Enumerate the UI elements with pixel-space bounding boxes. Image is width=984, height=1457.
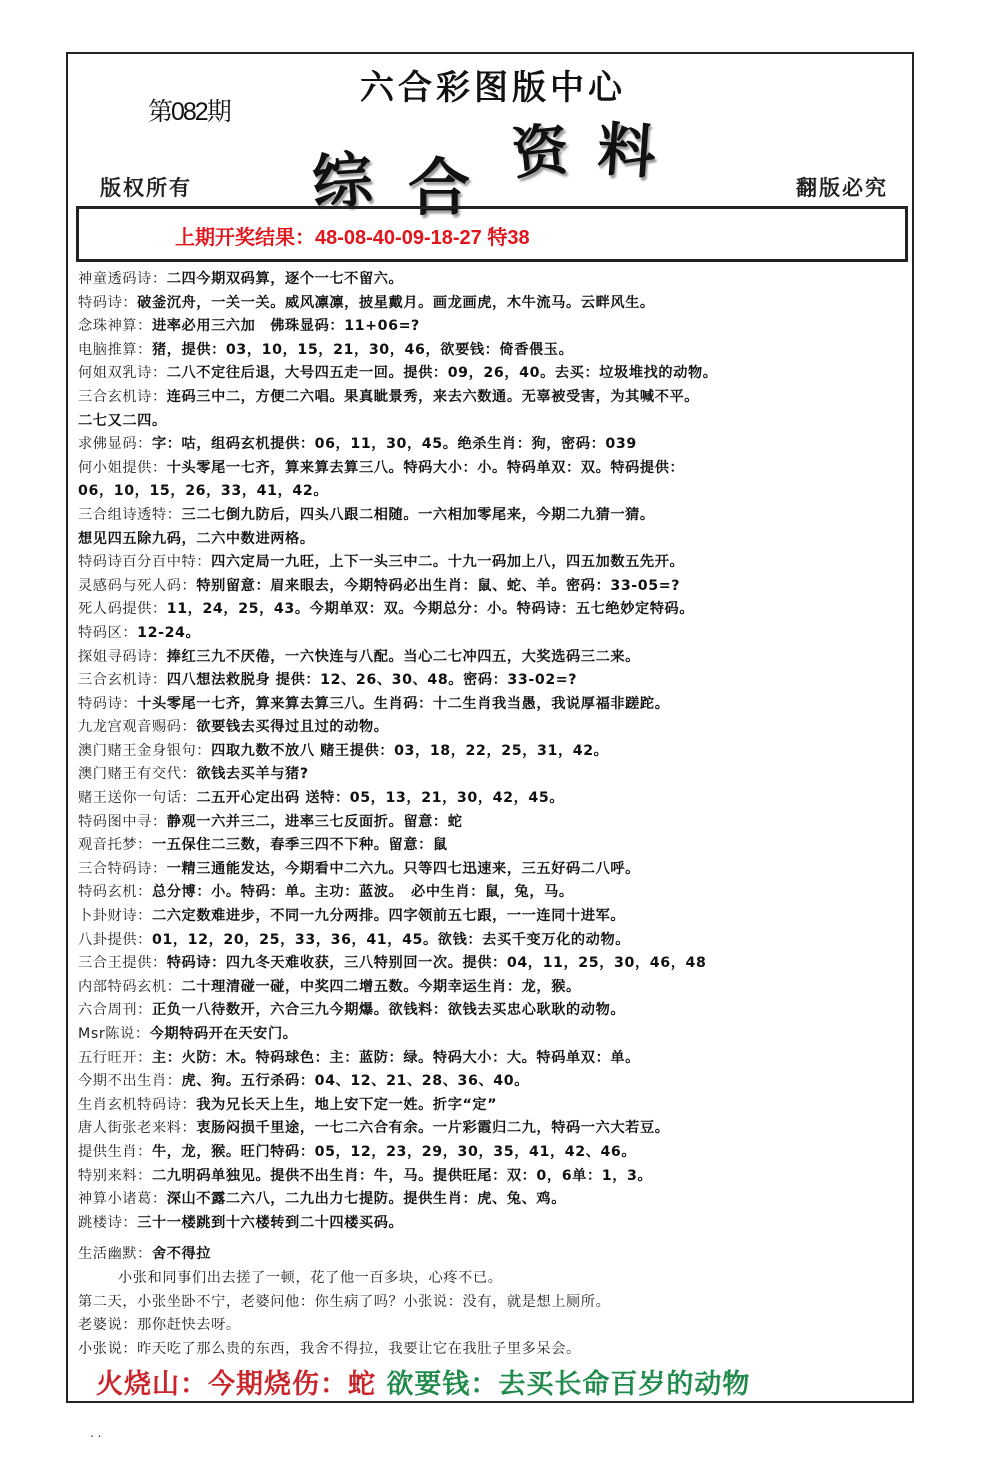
content-line (78, 1212, 914, 1236)
line-text: 欲要钱去买得过且过的动物。 (196, 719, 389, 736)
humor-title-text: 舍不得拉 (151, 1246, 212, 1263)
main-title-char: 资 (509, 116, 572, 188)
content-line (78, 858, 914, 882)
document-frame (66, 52, 914, 1403)
content-line (78, 575, 914, 599)
content-line (78, 268, 914, 292)
line-label: 特码玄机： (78, 884, 152, 901)
line-label: 念珠神算： (78, 318, 152, 335)
line-text: 衷肠闷损千里途，一七二六合有余。一片彩霞归二九，特码一六大若豆。 (196, 1120, 670, 1137)
line-label: 澳门赌王金身银句： (78, 742, 212, 759)
line-text: 字：咕，组码玄机提供：06，11，30，45。绝杀生肖：狗，密码：039 (151, 436, 637, 453)
line-text: 猪，提供：03，10，15，21，30，46，欲要钱：倚香偎玉。 (151, 341, 574, 358)
content-line (78, 1094, 914, 1118)
line-text: 静观一六并三二，进率三七反面折。留意：蛇 (166, 813, 463, 830)
content-line (78, 1070, 914, 1094)
line-label: 求佛显码： (78, 436, 152, 453)
content-line (78, 339, 914, 363)
line-label: 提供生肖： (78, 1143, 152, 1160)
last-result-text: 上期开奖结果：48-08-40-09-18-27 特38 (175, 227, 530, 249)
line-label: 三合玄机诗： (78, 672, 167, 689)
line-label: 特码图中寻： (78, 813, 167, 830)
content-line (78, 811, 914, 835)
line-text: 二四今期双码算，逐个一七不留六。 (166, 271, 404, 287)
last-result-box (76, 206, 908, 262)
line-label: 观音托梦： (78, 837, 152, 854)
footer-banner (96, 1362, 750, 1401)
content-line (78, 693, 914, 717)
content-line (78, 740, 914, 764)
humor-paragraph: 小张和同事们出去搓了一顿，花了他一百多块，心疼不已。 (118, 1269, 503, 1286)
line-text: 二五开心定出码 送特：05，13，21，30，42，45。 (196, 790, 565, 807)
line-label: 三合组诗透特： (78, 506, 182, 523)
line-text: 06，10，15，26，33，41，42。 (78, 483, 329, 500)
content-line (78, 905, 914, 929)
line-label: 特码诗： (78, 294, 138, 311)
content-lines (78, 268, 914, 1361)
line-text: 一五保住二三数，春季三四不下种。留意：鼠 (151, 837, 448, 854)
line-label: 三合玄机诗： (78, 388, 167, 405)
line-label: 何姐双乳诗： (78, 365, 167, 382)
line-label: 特别来料： (78, 1167, 152, 1184)
line-label: 八卦提供： (78, 931, 152, 948)
content-line (78, 504, 914, 528)
line-text: 正负一八待数开，六合三九今期爆。欲钱料：欲钱去买忠心耿耿的动物。 (151, 1002, 626, 1019)
line-text: 想见四五除九码，二六中数进两格。 (78, 530, 315, 547)
line-text: 捧红三九不厌倦，一六快连与八配。当心二七冲四五，大奖选码三二来。 (166, 648, 640, 665)
line-text: 主：火防：木。特码球色：主：蓝防：绿。特码大小：大。特码单双：单。 (151, 1049, 640, 1066)
line-label: 何小姐提供： (78, 459, 167, 476)
line-text: 三二七倒九防后，四头八跟二相随。一六相加零尾来，今期二九猜一猜。 (181, 506, 655, 523)
content-line (78, 716, 914, 740)
content-line (78, 976, 914, 1000)
line-text: 特别留意：眉来眼去，今期特码必出生肖：鼠、蛇、羊。密码：33-05=? (196, 577, 681, 594)
copyright-left: 版权所有 (100, 175, 192, 200)
content-line (78, 292, 914, 316)
content-line (78, 598, 914, 622)
line-text: 12-24。 (137, 624, 201, 641)
content-line (78, 386, 914, 410)
line-label: 神算小诸葛： (78, 1191, 167, 1208)
content-line (78, 1117, 914, 1141)
main-title (300, 112, 700, 224)
line-text: 01，12，20，25，33，36，41，45。欲钱：去买千变万化的动物。 (151, 931, 631, 948)
footer-green-text: 欲要钱：去买长命百岁的动物 (386, 1369, 751, 1400)
humor-paragraph: 老婆说：那你赶快去呀。 (78, 1317, 241, 1334)
humor-title (78, 1243, 914, 1267)
line-text: 四六定局一九旺，上下一头三中二。十九一码加上八，四五加数五先开。 (211, 554, 685, 571)
bottom-dots: . . (90, 1426, 102, 1440)
content-line (78, 999, 914, 1023)
content-line (78, 1023, 914, 1047)
content-line (78, 1047, 914, 1071)
line-label: 特码诗： (78, 695, 138, 712)
line-text: 二八不定往后退，大号四五走一回。提供：09，26，40。去买：垃圾堆找的动物。 (166, 365, 718, 382)
line-text: 今期特码开在天安门。 (149, 1026, 298, 1042)
line-label: 赌王送你一句话： (78, 790, 197, 807)
line-label: 死人码提供： (78, 601, 167, 618)
line-text: 四取九数不放八 赌王提供：03，18，22，25，31，42。 (211, 742, 609, 759)
line-text: 二七又二四。 (78, 412, 167, 429)
content-line (78, 410, 914, 434)
line-text: 虎、狗。五行杀码：04、12、21、28、36、40。 (181, 1073, 529, 1090)
content-line (78, 457, 914, 481)
line-label: 特码诗百分百中特： (78, 554, 212, 571)
line-text: 总分博：小。特码：单。主功：蓝波。 必中生肖：鼠，兔，马。 (151, 884, 574, 901)
line-label: 神童透码诗： (78, 271, 167, 287)
content-line (78, 1165, 914, 1189)
line-text: 二六定数难进步，不同一九分两排。四字领前五七跟，一一连同十进军。 (151, 908, 626, 925)
line-text: 三十一楼跳到十六楼转到二十四楼买码。 (137, 1214, 404, 1231)
humor-paragraph: 小张说：昨天吃了那么贵的东西，我舍不得拉，我要让它在我肚子里多呆会。 (78, 1340, 581, 1357)
issue-number: 第082期 (148, 98, 230, 126)
line-label: Msr陈说： (78, 1026, 150, 1042)
content-line (78, 646, 914, 670)
copyright-right: 翻版必究 (796, 175, 888, 200)
content-line (78, 551, 914, 575)
main-title-char: 料 (595, 115, 658, 187)
line-text: 十头零尾一七齐，算来算去算三八。生肖码：十二生肖我当愚，我说厚福非蹉跎。 (137, 695, 670, 712)
line-text: 连码三中二，方便二六唱。果真眦景秀，来去六数通。无辜被受害，为其喊不平。 (166, 388, 700, 405)
line-label: 五行旺开： (78, 1049, 152, 1066)
line-text: 一精三通能发达，今期看中二六九。只等四七迅速来，三五好码二八呼。 (166, 860, 640, 877)
line-text: 牛，龙，猴。旺门特码：05，12，23，29，30，35，41，42、46。 (151, 1143, 637, 1160)
publisher-title: 六合彩图版中心 (360, 68, 626, 108)
section-gap (78, 1235, 914, 1243)
line-label: 九龙宫观音赐码： (78, 719, 197, 736)
line-label: 唐人街张老来料： (78, 1120, 197, 1137)
line-text: 四八想法救脱身 提供：12、26、30、48。密码：33-02=? (166, 672, 578, 689)
content-line (78, 1141, 914, 1165)
line-text: 特码诗：四九冬天难收获，三八特别回一次。提供：04，11，25，30，46，48 (166, 955, 707, 972)
line-text: 破釜沉舟，一关一关。威风凛凛，披星戴月。画龙画虎，木牛流马。云畔风生。 (137, 294, 655, 311)
line-label: 灵感码与死人码： (78, 577, 197, 594)
line-label: 三合王提供： (78, 955, 167, 972)
content-line (78, 952, 914, 976)
content-line (78, 528, 914, 552)
line-text: 二九明码单独见。提供不出生肖：牛，马。提供旺尾：双：0，6单：1，3。 (151, 1167, 653, 1184)
content-line (78, 881, 914, 905)
content-line (78, 315, 914, 339)
humor-paragraph: 第二天，小张坐卧不宁，老婆问他：你生病了吗？小张说：没有，就是想上厕所。 (78, 1293, 611, 1310)
line-text: 十头零尾一七齐，算来算去算三八。特码大小：小。特码单双：双。特码提供： (166, 459, 685, 476)
line-label: 特码区： (78, 624, 138, 641)
content-line (78, 763, 914, 787)
content-line (78, 1188, 914, 1212)
content-line (78, 622, 914, 646)
content-line (78, 669, 914, 693)
line-label: 三合特码诗： (78, 860, 167, 877)
line-label: 跳楼诗： (78, 1214, 138, 1231)
main-title-char: 综 (309, 144, 375, 219)
content-line (78, 834, 914, 858)
main-title-char: 合 (408, 151, 471, 224)
humor-title-label: 生活幽默： (78, 1246, 152, 1263)
line-label: 探姐寻码诗： (78, 648, 167, 665)
line-text: 进率必用三六加 佛珠显码：11+06=? (151, 318, 420, 335)
content-line (78, 433, 914, 457)
content-line (78, 929, 914, 953)
line-label: 生肖玄机特码诗： (78, 1096, 197, 1113)
content-line (78, 362, 914, 386)
line-text: 11，24，25，43。今期单双：双。今期总分：小。特码诗：五七绝妙定特码。 (166, 601, 695, 618)
content-line (78, 787, 914, 811)
line-label: 澳门赌王有交代： (78, 766, 197, 783)
line-label: 卜卦财诗： (78, 908, 152, 925)
line-label: 六合周刊： (78, 1002, 152, 1019)
content-line (78, 480, 914, 504)
footer-red-text: 火烧山：今期烧伤：蛇 (96, 1369, 376, 1400)
line-label: 今期不出生肖： (78, 1073, 182, 1090)
line-text: 我为兄长天上生，地上安下定一姓。折字“定” (196, 1096, 498, 1113)
line-text: 深山不露二六八，二九出力七提防。提供生肖：虎、兔、鸡。 (166, 1191, 566, 1208)
line-text: 二十理清碰一碰，中奖四二增五数。今期幸运生肖：龙，猴。 (181, 978, 581, 995)
line-label: 电脑推算： (78, 341, 152, 358)
line-label: 内部特码玄机： (78, 978, 182, 995)
line-text: 欲钱去买羊与猪? (196, 766, 309, 783)
